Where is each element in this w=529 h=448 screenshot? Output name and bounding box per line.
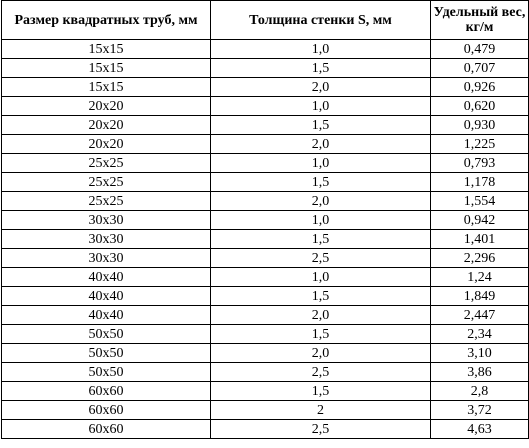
wall-thickness-cell: 1,5: [211, 173, 431, 192]
unit-weight-cell: 1,178: [431, 173, 529, 192]
wall-thickness-cell: 2,0: [211, 192, 431, 211]
unit-weight-cell: 1,554: [431, 192, 529, 211]
unit-weight-cell: 2,34: [431, 325, 529, 344]
pipe-size-cell: 15x15: [2, 78, 211, 97]
unit-weight-cell: 1,849: [431, 287, 529, 306]
wall-thickness-cell: 1,5: [211, 287, 431, 306]
unit-weight-cell: 0,793: [431, 154, 529, 173]
table-row: [2, 78, 529, 97]
wall-thickness-cell: 1,5: [211, 59, 431, 78]
table-row: [2, 287, 529, 306]
table-row: [2, 325, 529, 344]
wall-thickness-cell: 1,0: [211, 154, 431, 173]
table-body: [2, 40, 529, 439]
table-row: [2, 306, 529, 325]
pipe-size-cell: 40x40: [2, 268, 211, 287]
pipe-size-cell: 60x60: [2, 420, 211, 439]
table-row: [2, 401, 529, 420]
unit-weight-cell: 0,942: [431, 211, 529, 230]
pipe-size-cell: 20x20: [2, 135, 211, 154]
wall-thickness-cell: 1,5: [211, 230, 431, 249]
table-row: [2, 116, 529, 135]
unit-weight-cell: 2,447: [431, 306, 529, 325]
wall-thickness-cell: 1,0: [211, 97, 431, 116]
pipe-size-cell: 30x30: [2, 249, 211, 268]
pipe-size-cell: 60x60: [2, 382, 211, 401]
table-row: [2, 192, 529, 211]
table-row: [2, 249, 529, 268]
wall-thickness-cell: 2: [211, 401, 431, 420]
unit-weight-cell: 0,926: [431, 78, 529, 97]
wall-thickness-cell: 2,0: [211, 344, 431, 363]
table-row: [2, 173, 529, 192]
table-row: [2, 40, 529, 59]
table-row: [2, 97, 529, 116]
unit-weight-cell: 1,401: [431, 230, 529, 249]
unit-weight-cell: 3,10: [431, 344, 529, 363]
pipe-size-cell: 40x40: [2, 287, 211, 306]
table-row: [2, 230, 529, 249]
wall-thickness-cell: 2,0: [211, 135, 431, 154]
pipe-size-cell: 30x30: [2, 211, 211, 230]
header-pipe-size: Размер квадратных труб, мм: [2, 1, 211, 40]
wall-thickness-cell: 2,0: [211, 306, 431, 325]
unit-weight-cell: 3,86: [431, 363, 529, 382]
pipe-size-cell: 50x50: [2, 325, 211, 344]
unit-weight-cell: 1,225: [431, 135, 529, 154]
table-row: [2, 211, 529, 230]
table-row: [2, 268, 529, 287]
pipe-size-cell: 40x40: [2, 306, 211, 325]
pipe-size-cell: 30x30: [2, 230, 211, 249]
wall-thickness-cell: 2,5: [211, 249, 431, 268]
wall-thickness-cell: 1,0: [211, 211, 431, 230]
wall-thickness-cell: 1,0: [211, 268, 431, 287]
unit-weight-cell: 2,8: [431, 382, 529, 401]
header-unit-weight: Удельный вес, кг/м: [431, 1, 529, 40]
unit-weight-cell: 3,72: [431, 401, 529, 420]
pipe-size-cell: 25x25: [2, 173, 211, 192]
header-row: [2, 1, 529, 40]
wall-thickness-cell: 1,0: [211, 40, 431, 59]
table-row: [2, 363, 529, 382]
square-pipe-weight-table: [1, 0, 529, 439]
wall-thickness-cell: 1,5: [211, 325, 431, 344]
table-row: [2, 344, 529, 363]
pipe-size-cell: 60x60: [2, 401, 211, 420]
unit-weight-cell: 0,479: [431, 40, 529, 59]
table-row: [2, 135, 529, 154]
unit-weight-cell: 1,24: [431, 268, 529, 287]
unit-weight-cell: 4,63: [431, 420, 529, 439]
pipe-size-cell: 20x20: [2, 116, 211, 135]
unit-weight-cell: 0,707: [431, 59, 529, 78]
table-row: [2, 59, 529, 78]
pipe-size-cell: 50x50: [2, 344, 211, 363]
table-row: [2, 154, 529, 173]
pipe-size-cell: 25x25: [2, 154, 211, 173]
wall-thickness-cell: 1,5: [211, 382, 431, 401]
unit-weight-cell: 2,296: [431, 249, 529, 268]
table-row: [2, 382, 529, 401]
unit-weight-cell: 0,620: [431, 97, 529, 116]
wall-thickness-cell: 2,5: [211, 420, 431, 439]
wall-thickness-cell: 2,5: [211, 363, 431, 382]
wall-thickness-cell: 2,0: [211, 78, 431, 97]
pipe-size-cell: 50x50: [2, 363, 211, 382]
wall-thickness-cell: 1,5: [211, 116, 431, 135]
header-wall-thickness: Толщина стенки S, мм: [211, 1, 431, 40]
pipe-size-cell: 15x15: [2, 40, 211, 59]
table-row: [2, 420, 529, 439]
pipe-size-cell: 20x20: [2, 97, 211, 116]
unit-weight-cell: 0,930: [431, 116, 529, 135]
pipe-size-cell: 25x25: [2, 192, 211, 211]
pipe-size-cell: 15x15: [2, 59, 211, 78]
